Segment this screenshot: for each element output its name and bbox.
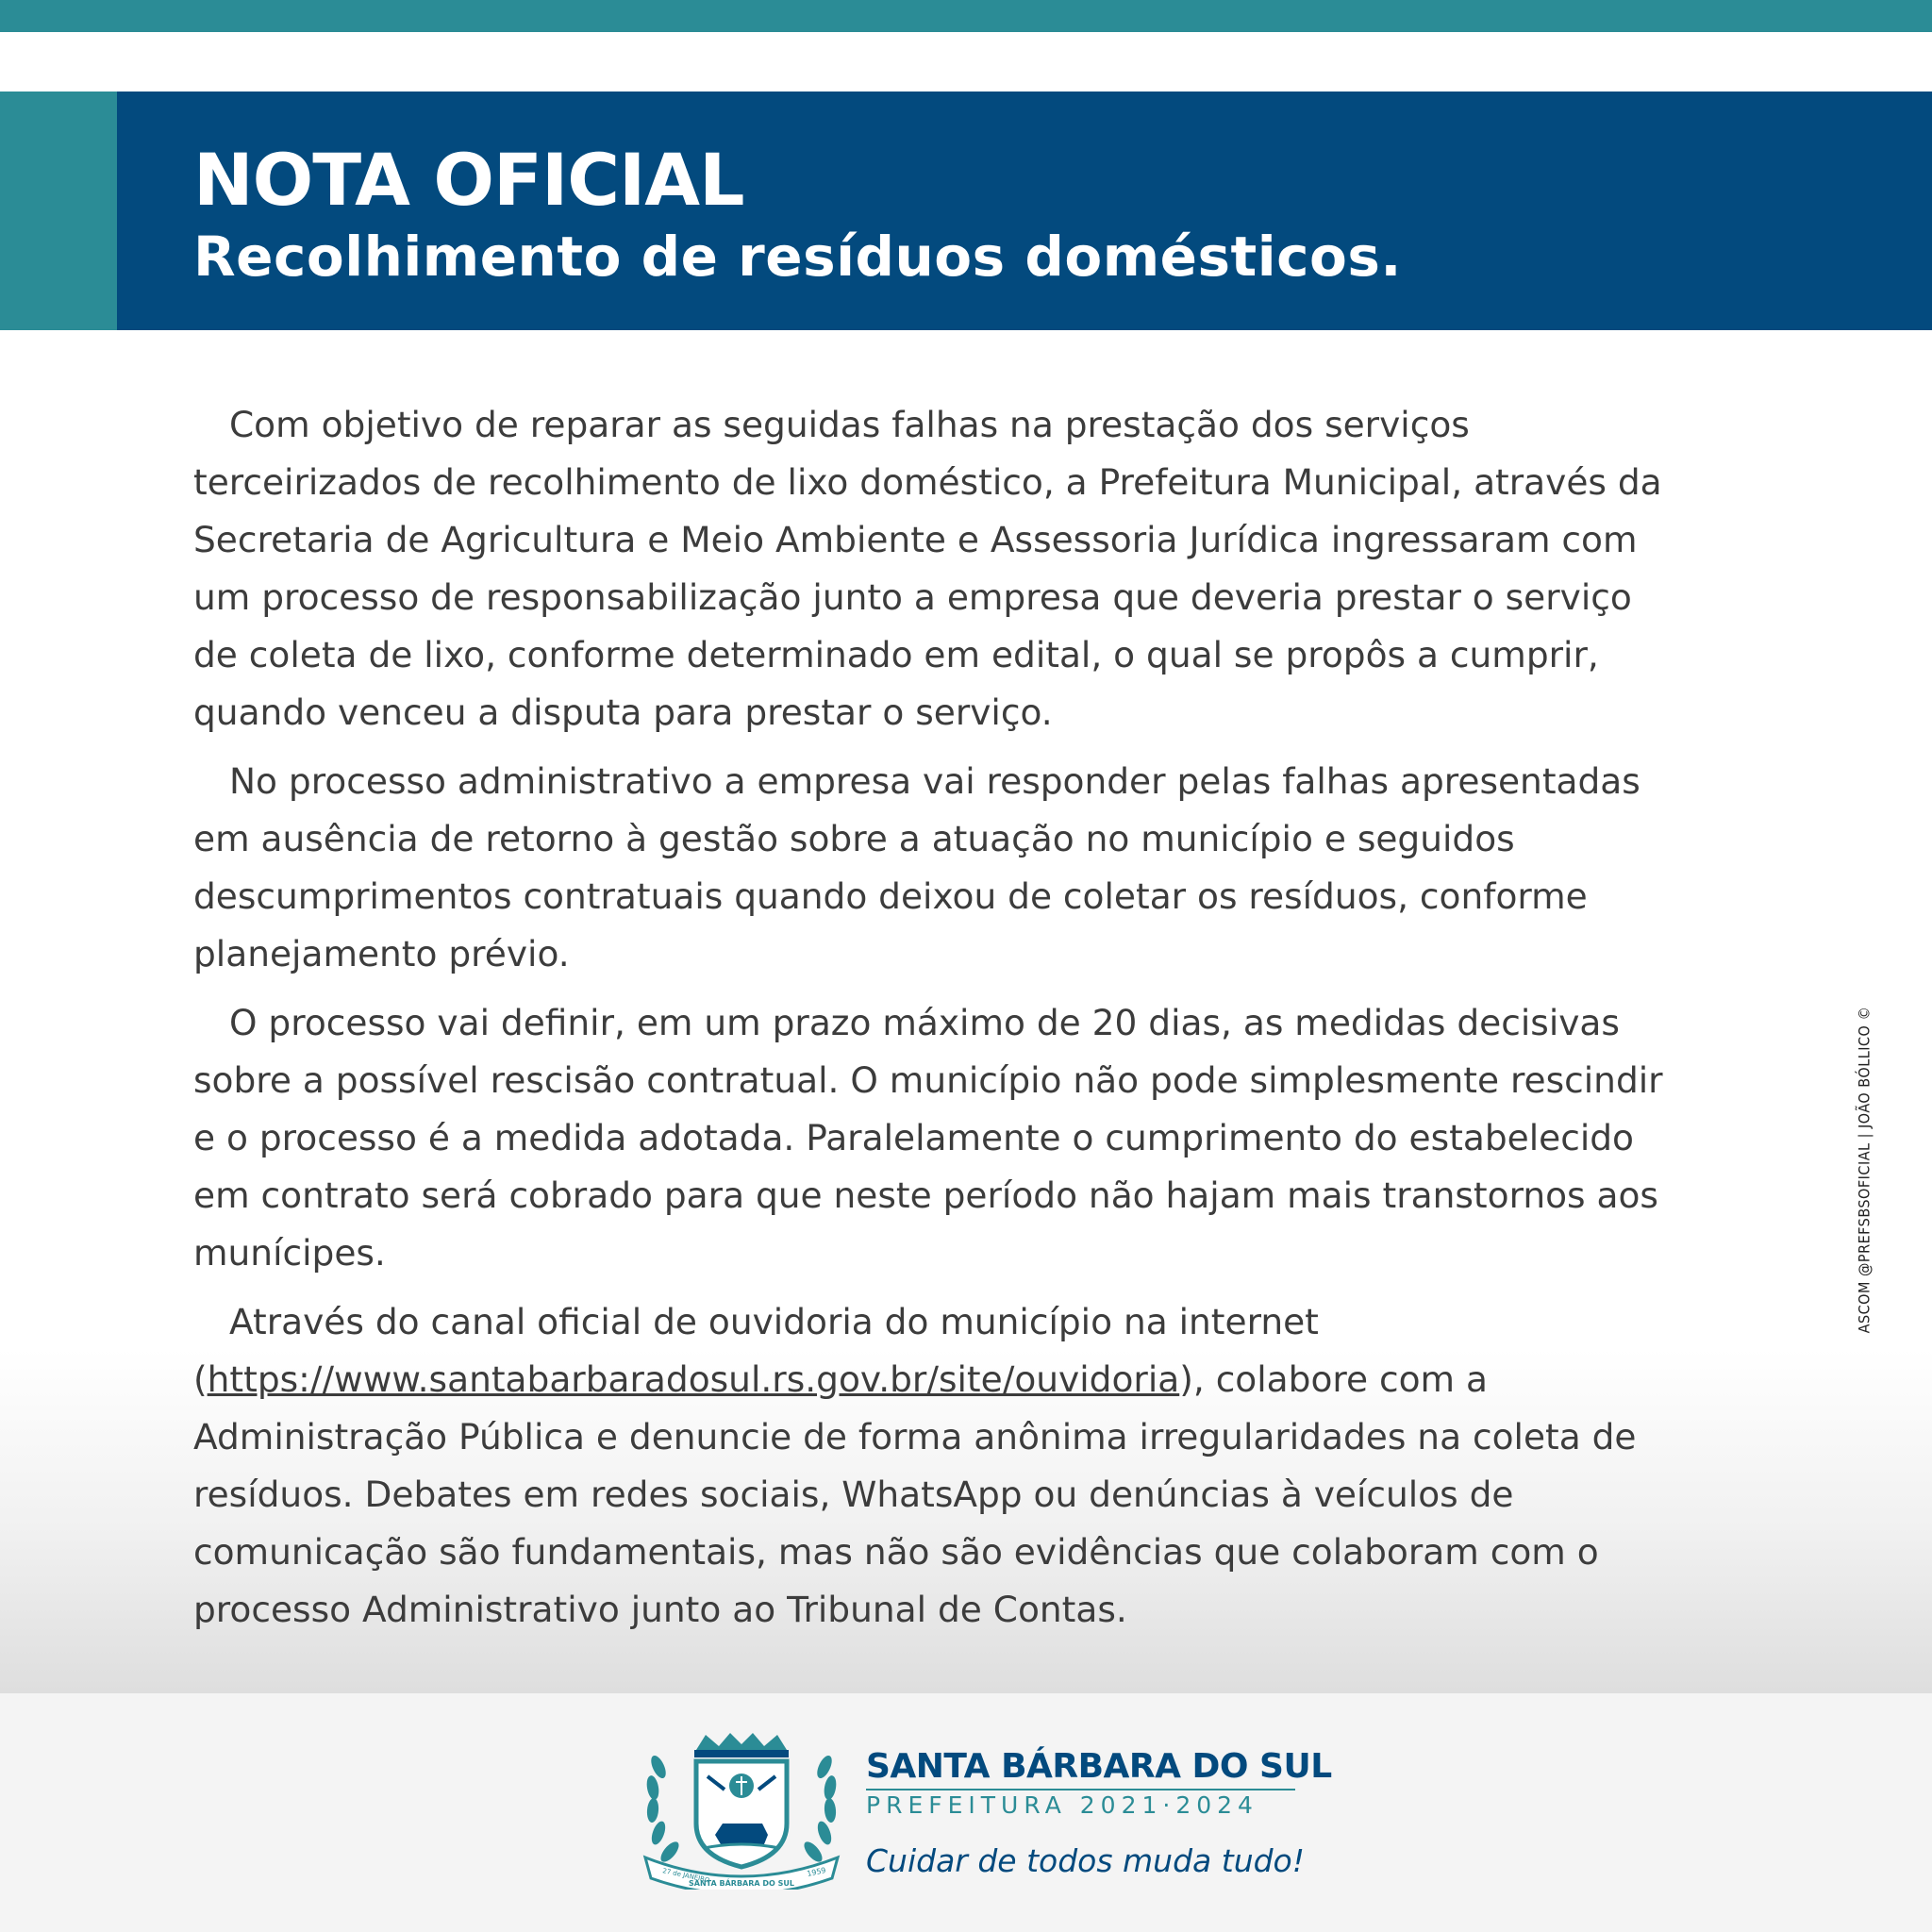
brand-divider [866, 1789, 1295, 1790]
header-banner [0, 92, 1932, 330]
paragraph-4 [193, 1293, 1759, 1639]
paragraph-4-intro: Através do canal oficial de ouvidoria do município na internet ( [193, 1301, 1319, 1400]
side-credit: ASCOM @PREFSBSOFICIAL | JOÃO BÓLLICO © [1855, 1006, 1874, 1334]
paragraph-1: Com objetivo de reparar as seguidas falhas na prestação dos serviços terceirizados de recolhimento de lixo doméstico, a Prefeitura Municipal, através da Secretaria de Agricultura e Meio Ambiente e Assessoria Jurídica ingressaram com um processo de responsabilização junto a empresa que deveria prestar o serviço de coleta de lixo, conforme determinado em edital, o qual se propôs a cumprir, quando venceu a disputa para prestar o serviço. [193, 404, 1662, 733]
page-subtitle: Recolhimento de resíduos domésticos. [193, 225, 1402, 289]
brand-subtitle: PREFEITURA 2021·2024 [866, 1791, 1258, 1819]
ouvidoria-link[interactable]: https://www.santabarbaradosul.rs.gov.br/site/ouvidoria [207, 1358, 1180, 1400]
notice-body [193, 396, 1759, 1650]
brand-slogan: Cuidar de todos muda tudo! [866, 1842, 1305, 1879]
page-title: NOTA OFICIAL [193, 138, 744, 222]
top-stripe [0, 0, 1932, 32]
brand-name: SANTA BÁRBARA DO SUL [866, 1747, 1332, 1786]
municipal-coat-of-arms-icon [638, 1729, 845, 1890]
paragraph-3: O processo vai definir, em um prazo máximo de 20 dias, as medidas decisivas sobre a possível rescisão contratual. O município não pode simplesmente rescindir e o processo é a medida adotada. Paralelamente o cumprimento do estabelecido em contrato será cobrado para que neste período não hajam mais transtornos aos munícipes. [193, 1002, 1663, 1274]
paragraph-4-rest: ), colabore com a Administração Pública e denuncie de forma anônima irregularidades na coleta de resíduos. Debates em redes sociais, WhatsApp ou denúncias à veículos de comunicação são fundamentais, mas não são evidências que colaboram com o processo Administrativo junto ao Tribunal de Contas. [193, 1358, 1637, 1630]
ribbon-left-text: 27 de JANEIRO [661, 1867, 711, 1885]
paragraph-2: No processo administrativo a empresa vai responder pelas falhas apresentadas em ausência de retorno à gestão sobre a atuação no município e seguidos descumprimentos contratuais quando deixou de coletar os resíduos, conforme planejamento prévio. [193, 760, 1641, 974]
ribbon-right-text: 1959 [806, 1865, 827, 1878]
ribbon-center-text: SANTA BÁRBARA DO SUL [689, 1879, 794, 1888]
footer [0, 1693, 1932, 1932]
header-accent-bar [0, 92, 117, 330]
